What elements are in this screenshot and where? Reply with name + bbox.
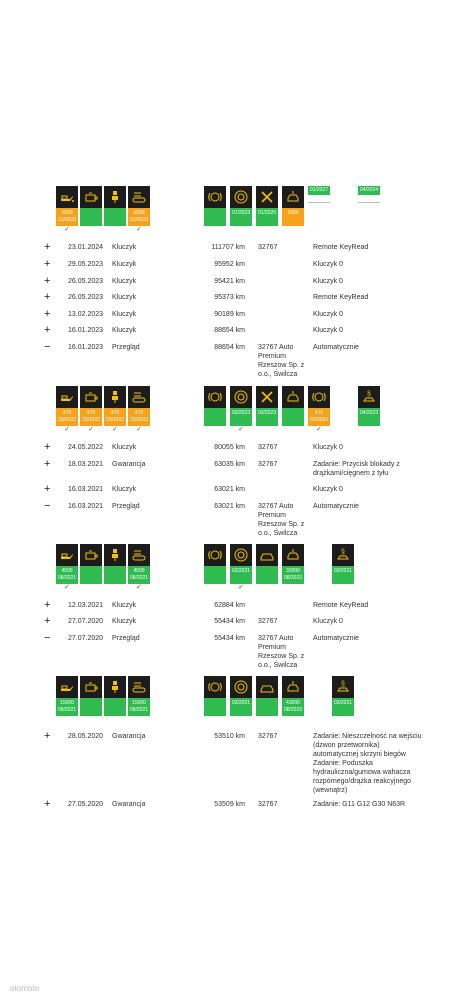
expand-toggle[interactable]: + [44, 599, 51, 611]
oil-can-icon [59, 389, 75, 405]
expand-toggle[interactable]: + [44, 291, 51, 303]
service-tile [256, 544, 278, 592]
wrench-cross-icon [259, 389, 275, 405]
svg-text:§: § [367, 391, 371, 398]
oil-can-icon [59, 547, 75, 563]
service-tile [204, 186, 226, 234]
coolant-icon [131, 547, 147, 563]
spark-plug-icon [107, 547, 123, 563]
brake-circle-icon [233, 389, 249, 405]
service-tile: 30000 08/2023 [282, 544, 304, 592]
service-tile: 470 03/2022 ✓ [56, 386, 78, 434]
wrench-cross-icon [259, 189, 275, 205]
expand-toggle[interactable]: + [44, 615, 51, 627]
collapse-toggle[interactable]: − [44, 341, 51, 353]
service-tile [80, 544, 102, 592]
brake-disc-icon [311, 389, 327, 405]
car-lift-icon [285, 679, 301, 695]
engine-oil-level-icon [83, 189, 99, 205]
service-tile [104, 186, 126, 234]
brake-disc-icon [207, 189, 223, 205]
service-tile: 470 03/2022 ✓ [128, 386, 150, 434]
service-tile: 01/2025 [256, 186, 278, 234]
expand-toggle[interactable]: + [44, 441, 51, 453]
expand-toggle[interactable]: + [44, 324, 51, 336]
service-tile: 470 03/2022 ✓ [308, 386, 330, 434]
expand-toggle[interactable]: + [44, 483, 51, 495]
service-tile: 4500 08/2021 ✓ [56, 544, 78, 592]
service-tile: § 03/2021 [332, 676, 354, 724]
service-tile: 03/2021 [230, 676, 252, 724]
brake-circle-icon [233, 679, 249, 695]
service-tile [104, 676, 126, 724]
car-front-icon [259, 679, 275, 695]
car-lift-icon [285, 389, 301, 405]
expand-toggle[interactable]: + [44, 730, 51, 742]
service-tile: 1000 01/2025 ✓ [128, 186, 150, 234]
svg-text:§: § [341, 681, 345, 688]
spark-plug-icon [107, 679, 123, 695]
brake-disc-icon [207, 389, 223, 405]
service-group-2 [0, 386, 473, 438]
service-tile: 470 03/2022 ✓ [80, 386, 102, 434]
expand-toggle[interactable]: + [44, 458, 51, 470]
coolant-icon [131, 679, 147, 695]
expand-toggle[interactable]: + [44, 275, 51, 287]
engine-oil-level-icon [83, 547, 99, 563]
service-tile: 15000 08/2021 [56, 676, 78, 724]
collapse-toggle[interactable]: − [44, 500, 51, 512]
service-tile: 1000 01/2025 ✓ [56, 186, 78, 234]
car-lift-icon [285, 547, 301, 563]
service-tile: 01/2023 [230, 186, 252, 234]
service-tile [256, 676, 278, 724]
watermark: otomoto [10, 984, 39, 993]
inspection-car-icon [361, 389, 377, 405]
expand-toggle[interactable]: + [44, 798, 51, 810]
svg-text:§: § [341, 549, 345, 556]
service-tile: 03/2023 [256, 386, 278, 434]
engine-oil-level-icon [83, 679, 99, 695]
brake-circle-icon [233, 547, 249, 563]
brake-disc-icon [207, 679, 223, 695]
oil-can-icon [59, 189, 75, 205]
car-front-icon [259, 547, 275, 563]
service-tile: 03/2023 ✓ [230, 386, 252, 434]
service-tile [204, 386, 226, 434]
service-tile [80, 186, 102, 234]
car-lift-icon [285, 189, 301, 205]
service-tile: § 04/2023 [358, 386, 380, 434]
coolant-icon [131, 389, 147, 405]
service-tile: 43000 08/2023 [282, 676, 304, 724]
inspection-car-icon [335, 547, 351, 563]
service-tile [80, 676, 102, 724]
coolant-icon [131, 189, 147, 205]
service-tile-small: 04/2024 [358, 186, 380, 234]
service-group-1 [0, 186, 473, 238]
service-group-3 [0, 544, 473, 596]
service-tile [104, 544, 126, 592]
brake-circle-icon [233, 189, 249, 205]
service-tile: § 03/2021 [332, 544, 354, 592]
service-tile-small: 01/2027 [308, 186, 330, 234]
service-tile [204, 544, 226, 592]
service-tile: 4500 08/2021 ✓ [128, 544, 150, 592]
spark-plug-icon [107, 389, 123, 405]
brake-disc-icon [207, 547, 223, 563]
service-tile: 1000 [282, 186, 304, 234]
collapse-toggle[interactable]: − [44, 632, 51, 644]
service-tile: 03/2021 ✓ [230, 544, 252, 592]
spark-plug-icon [107, 189, 123, 205]
engine-oil-level-icon [83, 389, 99, 405]
service-tile [204, 676, 226, 724]
expand-toggle[interactable]: + [44, 258, 51, 270]
service-tile: 15000 08/2021 [128, 676, 150, 724]
service-group-4 [0, 676, 473, 728]
oil-can-icon [59, 679, 75, 695]
service-tile: 470 03/2022 ✓ [104, 386, 126, 434]
inspection-car-icon [335, 679, 351, 695]
expand-toggle[interactable]: + [44, 308, 51, 320]
expand-toggle[interactable]: + [44, 241, 51, 253]
service-tile [282, 386, 304, 434]
